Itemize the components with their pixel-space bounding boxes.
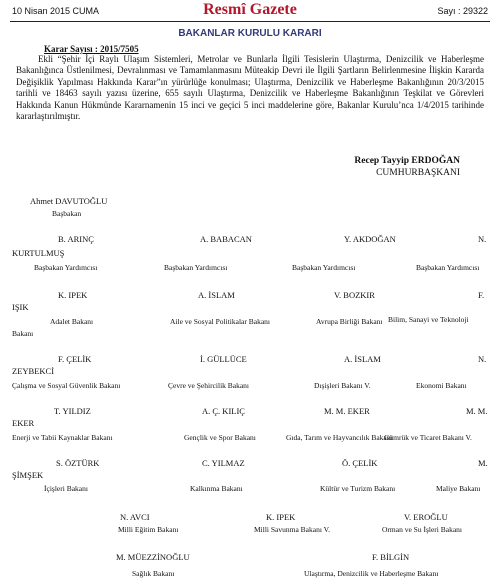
minister-name: M. MÜEZZİNOĞLU — [116, 552, 190, 562]
minister-title: Başbakan Yardımcısı — [416, 263, 480, 272]
minister-initial: N. — [478, 354, 487, 364]
minister-name: V. BOZKIR — [334, 290, 375, 300]
minister-title: Bilim, Sanayi ve Teknoloji — [388, 315, 469, 324]
decision-body-text: Ekli “Şehir İçi Raylı Ulaşım Sistemleri, Metrolar ve Bunlarla İlgili Tesislerin Ulaştırma, Denizcilik ve Haberleşme Bakanlığınca Üstlenilmesi, Devralınması ve Tamamlanmasını Müteakip Devri ile İlgili Şartların Belirlenmesine İlişkin Kararda Değişiklik Yapılması Hakkında Karar”ın yürürlüğe konulması; Ulaştırma, Denizcilik ve Haberleşme Bakanlığının 20/3/2015 tarihli ve 18463 sayılı yazısı üzerine, 655 sayılı Ulaştırma, Denizcilik ve Haberleşme Bakanlığının Teşkilat ve Görevleri Hakkında Kanun Hükmünde Kararnamenin 15 inci ve geçici 5 inci maddelerine göre, Bakanlar Kurulu’nca 1/4/2015 tarihinde kararlaştırılmıştır. — [16, 54, 484, 122]
minister-surname: IŞIK — [12, 302, 29, 312]
minister-title: Ekonomi Bakanı — [416, 381, 467, 390]
minister-name: Ahmet DAVUTOĞLU — [30, 196, 108, 206]
minister-surname: KURTULMUŞ — [12, 248, 65, 258]
president-title: CUMHURBAŞKANI — [376, 168, 460, 178]
minister-title: Çevre ve Şehircilik Bakanı — [168, 381, 250, 390]
minister-name: K. IPEK — [58, 290, 88, 300]
minister-title: Aile ve Sosyal Politikalar Bakanı — [170, 317, 270, 326]
minister-title: Başbakan Yardımcısı — [292, 263, 356, 272]
minister-title: Gıda, Tarım ve Hayvancılık Bakanı — [286, 433, 393, 442]
minister-title: Enerji ve Tabii Kaynaklar Bakanı — [12, 433, 113, 442]
minister-title: Başbakan — [52, 209, 82, 218]
minister-title: Gümrük ve Ticaret Bakanı V. — [384, 433, 472, 442]
gazette-title: Resmî Gazete — [203, 1, 297, 18]
issue-number: Sayı : 29322 — [437, 6, 488, 16]
minister-surname: ZEYBEKCİ — [12, 366, 55, 376]
minister-name: K. IPEK — [266, 512, 296, 522]
minister-name: F. BİLGİN — [372, 552, 410, 562]
minister-title: Gençlik ve Spor Bakanı — [184, 433, 256, 442]
minister-title: Ulaştırma, Denizcilik ve Haberleşme Bakanı — [304, 569, 439, 578]
minister-name: A. BABACAN — [200, 234, 252, 244]
minister-initial: N. — [478, 234, 487, 244]
section-title: BAKANLAR KURULU KARARI — [178, 28, 322, 39]
minister-surname: ŞİMŞEK — [12, 470, 44, 480]
minister-title: Sağlık Bakanı — [132, 569, 175, 578]
minister-name: Y. AKDOĞAN — [344, 234, 396, 244]
minister-title: Avrupa Birliği Bakanı — [316, 317, 383, 326]
minister-title: Başbakan Yardımcısı — [164, 263, 228, 272]
gazette-header — [0, 0, 500, 22]
minister-name: İ. GÜLLÜCE — [200, 354, 247, 364]
minister-name: M. M. EKER — [324, 406, 370, 416]
president-name: Recep Tayyip ERDOĞAN — [354, 156, 460, 166]
issue-date: 10 Nisan 2015 CUMA — [12, 6, 100, 16]
minister-surname: EKER — [12, 418, 35, 428]
minister-title: Başbakan Yardımcısı — [34, 263, 98, 272]
header-rule — [10, 21, 490, 22]
minister-name: A. İSLAM — [344, 354, 381, 364]
minister-title-cont: Bakanı — [12, 329, 34, 338]
decision-number: Karar Sayısı : 2015/7505 — [44, 44, 139, 54]
minister-title: Kalkınma Bakanı — [190, 484, 243, 493]
president-signature — [354, 155, 460, 179]
minister-title: Kültür ve Turizm Bakanı — [320, 484, 396, 493]
minister-title: Milli Eğitim Bakanı — [118, 525, 179, 534]
minister-name: B. ARINÇ — [58, 234, 94, 244]
minister-name: A. Ç. KILIÇ — [202, 406, 245, 416]
minister-name: T. YILDIZ — [54, 406, 91, 416]
minister-title: İçişleri Bakanı — [44, 484, 88, 493]
minister-title: Çalışma ve Sosyal Güvenlik Bakanı — [12, 381, 121, 390]
minister-title: Adalet Bakanı — [50, 317, 94, 326]
minister-name: A. İSLAM — [198, 290, 235, 300]
minister-name: F. ÇELİK — [58, 354, 92, 364]
minister-title: Orman ve Su İşleri Bakanı — [382, 525, 462, 534]
minister-name: V. EROĞLU — [404, 512, 448, 522]
minister-title: Dışişleri Bakanı V. — [314, 381, 371, 390]
minister-name: C. YILMAZ — [202, 458, 245, 468]
minister-initial: F. — [478, 290, 485, 300]
minister-name: Ö. ÇELİK — [342, 458, 378, 468]
minister-title: Maliye Bakanı — [436, 484, 481, 493]
minister-initial: M. — [478, 458, 488, 468]
minister-name: N. AVCI — [120, 512, 150, 522]
minister-name: S. ÖZTÜRK — [56, 458, 100, 468]
minister-initial: M. M. — [466, 406, 488, 416]
minister-title: Milli Savunma Bakanı V. — [254, 525, 330, 534]
